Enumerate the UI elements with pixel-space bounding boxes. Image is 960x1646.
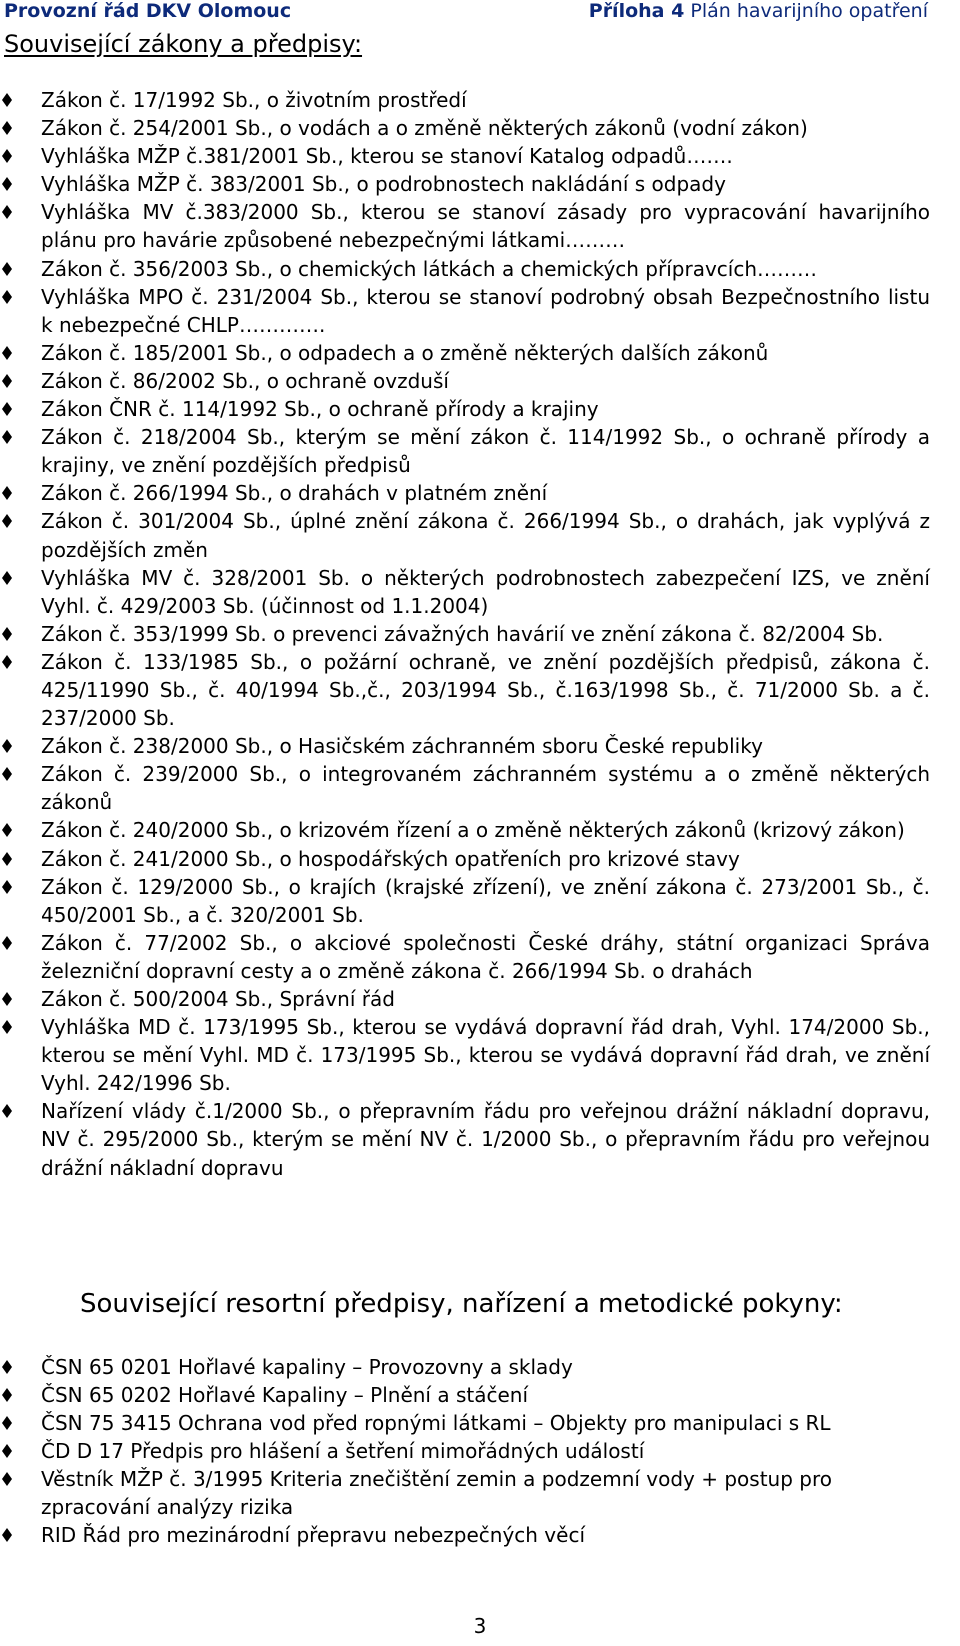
list-item: [0, 648, 960, 732]
list-item: [0, 339, 960, 367]
list-item-text: Zákon č. 240/2000 Sb., o krizovém řízení a o změně některých zákonů (krizový zákon): [41, 818, 905, 843]
list-item-text: Věstník MŽP č. 3/1995 Kriteria znečištění zemin a podzemní vody + postup pro zpracování analýzy rizika: [41, 1467, 832, 1519]
list-item-text: Zákon č. 86/2002 Sb., o ochraně ovzduší: [41, 368, 449, 393]
diamond-bullet-icon: [2, 149, 12, 163]
list-item-text: Vyhláška MD č. 173/1995 Sb., kterou se vydává dopravní řád drah, Vyhl. 174/2000 Sb., kterou se mění Vyhl. MD č. 173/1995 Sb., kterou se vydává dopravní řád drah, ve znění Vyhl. 242/1996 Sb.: [41, 1015, 930, 1096]
list-item: [0, 873, 960, 929]
list-item-text: Zákon č. 133/1985 Sb., o požární ochraně, ve znění pozdějších předpisů, zákona č. 425/11990 Sb., č. 40/1994 Sb.,č., 203/1994 Sb., č.163/1998 Sb., č. 71/2000 Sb. a č. 237/2000 Sb.: [41, 649, 930, 731]
appendix-number: Příloha 4: [588, 0, 685, 22]
diamond-bullet-icon: [2, 655, 12, 669]
list-item: [0, 816, 960, 844]
list-item: [0, 845, 960, 873]
diamond-bullet-icon: [2, 430, 12, 444]
appendix-name: Plán havarijního opatření: [690, 0, 928, 22]
list-item-text: RID Řád pro mezinárodní přepravu nebezpečných věcí: [41, 1523, 586, 1547]
list-item: [0, 170, 960, 198]
diamond-bullet-icon: [2, 936, 12, 950]
diamond-bullet-icon: [2, 290, 12, 304]
diamond-bullet-icon: [2, 1472, 12, 1486]
diamond-bullet-icon: [2, 346, 12, 360]
diamond-bullet-icon: [2, 992, 12, 1006]
diamond-bullet-icon: [2, 262, 12, 276]
list-item-text: Vyhláška MŽP č.381/2001 Sb., kterou se stanoví Katalog odpadů…….: [41, 144, 733, 169]
list-item: [0, 507, 960, 563]
section-regulations-title: Související resortní předpisy, nařízení a metodické pokyny:: [80, 1289, 843, 1319]
list-item-text: Zákon č. 241/2000 Sb., o hospodářských opatřeních pro krizové stavy: [41, 846, 740, 871]
laws-list: [0, 86, 960, 1182]
list-item-text: Zákon č. 77/2002 Sb., o akciové společnosti České dráhy, státní organizaci Správa železniční dopravní cesty a o změně zákona č. 266/1994 Sb. o drahách: [41, 930, 930, 983]
list-item-text: Vyhláška MŽP č. 383/2001 Sb., o podrobnostech nakládání s odpady: [41, 172, 726, 197]
diamond-bullet-icon: [2, 739, 12, 753]
list-item: [0, 114, 960, 142]
list-item: [0, 760, 960, 816]
page-number: 3: [473, 1614, 487, 1638]
diamond-bullet-icon: [2, 627, 12, 641]
list-item: [0, 479, 960, 507]
diamond-bullet-icon: [2, 852, 12, 866]
list-item-text: Zákon č. 185/2001 Sb., o odpadech a o změně některých dalších zákonů: [41, 340, 769, 365]
list-item-text: Zákon č. 239/2000 Sb., o integrovaném záchranném systému a o změně některých zákonů: [41, 762, 930, 815]
diamond-bullet-icon: [2, 767, 12, 781]
list-item-text: Zákon č. 266/1994 Sb., o drahách v platném znění: [41, 481, 548, 506]
list-item: [0, 564, 960, 620]
list-item: [0, 395, 960, 423]
list-item-text: Zákon č. 238/2000 Sb., o Hasičském záchranném sboru České republiky: [41, 734, 763, 759]
appendix-title: [589, 0, 928, 22]
page-header: [0, 0, 960, 26]
list-item: [0, 620, 960, 648]
diamond-bullet-icon: [2, 1360, 12, 1374]
diamond-bullet-icon: [2, 1416, 12, 1430]
list-item-text: Vyhláška MV č. 328/2001 Sb. o některých podrobnostech zabezpečení IZS, ve znění Vyhl. č. 429/2003 Sb. (účinnost od 1.1.2004): [41, 565, 930, 618]
list-item: [0, 1437, 960, 1465]
diamond-bullet-icon: [2, 514, 12, 528]
list-item-text: Zákon č. 301/2004 Sb., úplné znění zákona č. 266/1994 Sb., o drahách, jak vyplývá z pozdějších změn: [41, 509, 930, 562]
list-item: [0, 1521, 960, 1549]
list-item-text: Zákon ČNR č. 114/1992 Sb., o ochraně přírody a krajiny: [41, 397, 599, 422]
diamond-bullet-icon: [2, 93, 12, 107]
diamond-bullet-icon: [2, 1444, 12, 1458]
list-item-text: Zákon č. 129/2000 Sb., o krajích (krajské zřízení), ve znění zákona č. 273/2001 Sb., č. 450/2001 Sb., a č. 320/2001 Sb.: [41, 874, 930, 927]
list-item: [0, 255, 960, 283]
list-item-text: Zákon č. 353/1999 Sb. o prevenci závažných havárií ve znění zákona č. 82/2004 Sb.: [41, 621, 884, 646]
diamond-bullet-icon: [2, 880, 12, 894]
section-laws-title: Související zákony a předpisy:: [4, 30, 363, 58]
list-item: [0, 929, 960, 985]
list-item-text: ČSN 65 0201 Hořlavé kapaliny – Provozovny a sklady: [41, 1355, 573, 1379]
list-item: [0, 142, 960, 170]
list-item-text: ČD D 17 Předpis pro hlášení a šetření mimořádných událostí: [41, 1439, 645, 1463]
list-item: [0, 198, 960, 254]
list-item-text: Zákon č. 218/2004 Sb., kterým se mění zákon č. 114/1992 Sb., o ochraně přírody a krajiny, ve znění pozdějších předpisů: [41, 425, 930, 478]
list-item: [0, 1353, 960, 1381]
list-item: [0, 985, 960, 1013]
list-item: [0, 367, 960, 395]
diamond-bullet-icon: [2, 1388, 12, 1402]
list-item-text: Zákon č. 356/2003 Sb., o chemických látkách a chemických přípravcích………: [41, 256, 818, 281]
diamond-bullet-icon: [2, 374, 12, 388]
list-item-text: Vyhláška MPO č. 231/2004 Sb., kterou se stanoví podrobný obsah Bezpečnostního listu k nebezpečné CHLP………….: [41, 284, 930, 337]
regulations-list: [0, 1353, 960, 1549]
list-item: [0, 86, 960, 114]
list-item: [0, 1097, 960, 1181]
list-item-text: Zákon č. 254/2001 Sb., o vodách a o změně některých zákonů (vodní zákon): [41, 116, 808, 141]
list-item-text: ČSN 65 0202 Hořlavé Kapaliny – Plnění a stáčení: [41, 1383, 529, 1407]
diamond-bullet-icon: [2, 1104, 12, 1118]
diamond-bullet-icon: [2, 571, 12, 585]
list-item-text: ČSN 75 3415 Ochrana vod před ropnými látkami – Objekty pro manipulaci s RL: [41, 1411, 831, 1435]
diamond-bullet-icon: [2, 823, 12, 837]
list-item: [0, 1409, 960, 1437]
list-item: [0, 1381, 960, 1409]
list-item: [0, 732, 960, 760]
list-item: [0, 283, 960, 339]
list-item: [0, 1465, 960, 1521]
list-item: [0, 423, 960, 479]
diamond-bullet-icon: [2, 402, 12, 416]
diamond-bullet-icon: [2, 1528, 12, 1542]
list-item-text: Vyhláška MV č.383/2000 Sb., kterou se stanoví zásady pro vypracování havarijního plánu pro havárie způsobené nebezpečnými látkami………: [41, 200, 930, 253]
list-item-text: Zákon č. 500/2004 Sb., Správní řád: [41, 987, 395, 1011]
diamond-bullet-icon: [2, 177, 12, 191]
list-item-text: Nařízení vlády č.1/2000 Sb., o přepravním řádu pro veřejnou drážní nákladní dopravu, NV č. 295/2000 Sb., kterým se mění NV č. 1/2000 Sb., o přepravním řádu pro veřejnou drážní nákladní dopravu: [41, 1099, 930, 1180]
diamond-bullet-icon: [2, 486, 12, 500]
diamond-bullet-icon: [2, 1020, 12, 1034]
diamond-bullet-icon: [2, 121, 12, 135]
document-title: Provozní řád DKV Olomouc: [4, 0, 292, 22]
list-item-text: Zákon č. 17/1992 Sb., o životním prostředí: [41, 88, 467, 112]
list-item: [0, 1013, 960, 1097]
diamond-bullet-icon: [2, 205, 12, 219]
